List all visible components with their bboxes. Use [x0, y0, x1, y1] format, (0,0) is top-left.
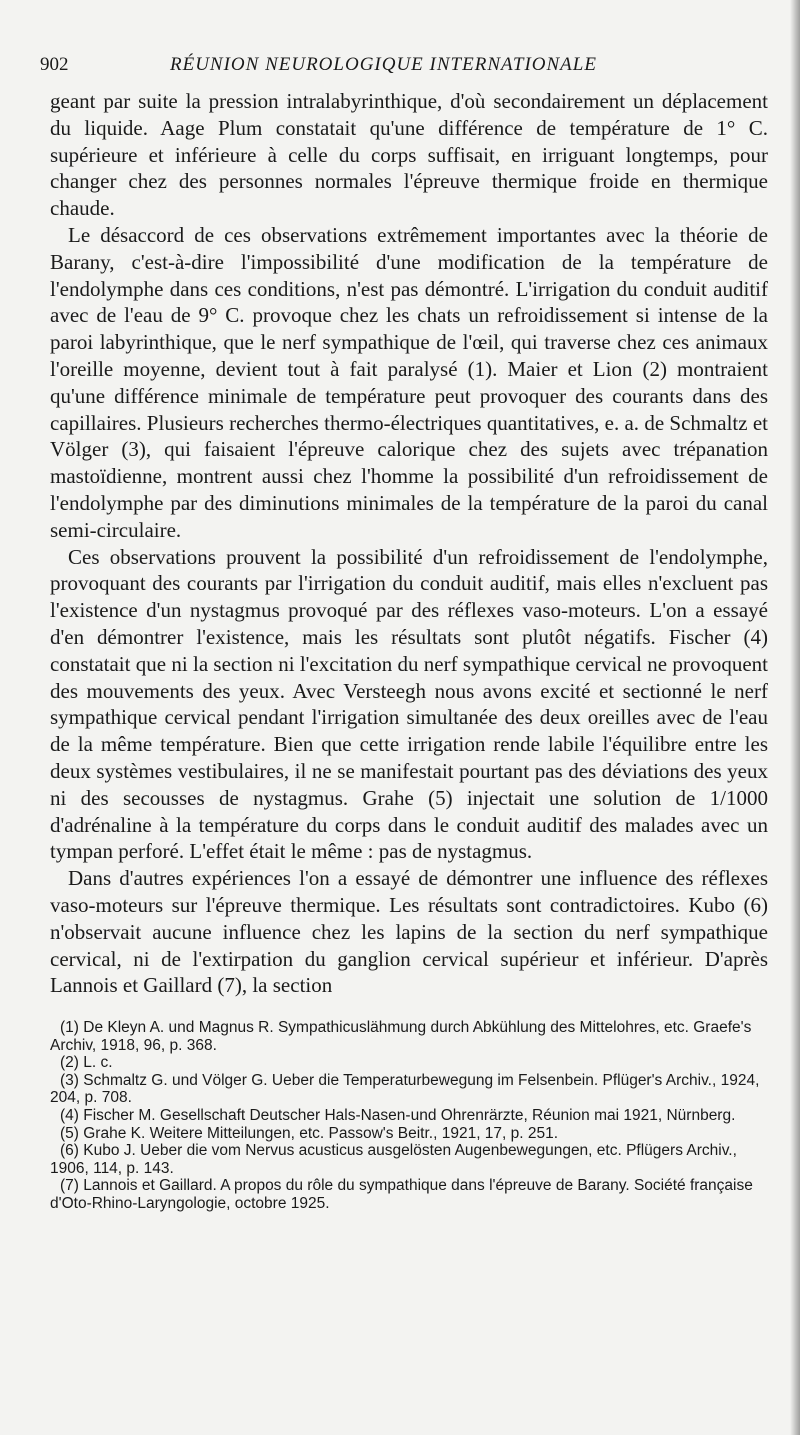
paragraph: Le désaccord de ces observations extrêmement importantes avec la théorie de Barany, c'est-à-dire l'impossibilité d'une modification de la température de l'endolymphe dans ces conditions, n'est pas démontré. L'irrigation du conduit auditif avec de l'eau de 9° C. provoque chez les chats un refroidissement si intense de la paroi labyrinthique, que le nerf sympathique de l'œil, qui traverse chez ces animaux l'oreille moyenne, devient tout à fait paralysé (1). Maier et Lion (2) montraient qu'une différence minimale de température peut provoquer des courants dans des capillaires. Plusieurs recherches thermo-électriques quantitatives, e. a. de Schmaltz et Völger (3), qui faisaient l'épreuve calorique chez des sujets avec trépanation mastoïdienne, montrent aussi chez l'homme la possibilité d'un refroidissement de l'endolymphe par des diminutions minimales de la température de la paroi du canal semi-circulaire. — [50, 222, 768, 542]
footnote: (5) Grahe K. Weitere Mitteilungen, etc. Passow's Beitr., 1921, 17, p. 251. — [60, 1124, 559, 1142]
footnotes — [50, 1019, 768, 1213]
page-edge-shadow — [790, 0, 800, 1435]
running-title: RÉUNION NEUROLOGIQUE INTERNATIONALE — [170, 54, 597, 75]
running-head — [40, 54, 768, 88]
footnote: (7) Lannois et Gaillard. A propos du rôle du sympathique dans l'épreuve de Barany. Société française d'Oto-Rhino-Laryngologie, octobre 1925. — [50, 1177, 753, 1213]
footnote: (6) Kubo J. Ueber die vom Nervus acusticus ausgelösten Augenbewegungen, etc. Pflügers Archiv., 1906, 114, p. 143. — [50, 1142, 737, 1177]
footnote: (4) Fischer M. Gesellschaft Deutscher Hals-Nasen-und Ohrenrärzte, Réunion mai 1921, Nürnberg. — [60, 1107, 736, 1125]
paragraph: Ces observations prouvent la possibilité d'un refroidissement de l'endolymphe, provoquant des courants par l'irrigation du conduit auditif, mais elles n'excluent pas l'existence d'un nystagmus provoqué par des réflexes vaso-moteurs. L'on a essayé d'en démontrer l'existence, mais les résultats sont plutôt négatifs. Fischer (4) constatait que ni la section ni l'excitation du nerf sympathique cervical ne provoquent des mouvements des yeux. Avec Versteegh nous avons excité et sectionné le nerf sympathique cervical pendant l'irrigation simultanée des deux oreilles avec de l'eau de la même température. Bien que cette irrigation rende labile l'équilibre entre les deux systèmes vestibulaires, il ne se manifestait pourtant pas des déviations des yeux ni des secousses de nystagmus. Grahe (5) injectait une solution de 1/1000 d'adrénaline à la température du corps dans le conduit auditif des malades avec un tympan perforé. L'effet était le même : pas de nystagmus. — [50, 544, 768, 864]
footnote: (3) Schmaltz G. und Völger G. Ueber die Temperaturbewegung im Felsenbein. Pflüger's Archiv., 1924, 204, p. 708. — [50, 1071, 760, 1107]
footnote: (1) De Kleyn A. und Magnus R. Sympathicuslähmung durch Abkühlung des Mittelohres, etc. Graefe's Archiv, 1918, 96, p. 368. — [50, 1019, 752, 1054]
paragraph: Dans d'autres expériences l'on a essayé de démontrer une influence des réflexes vaso-moteurs sur l'épreuve thermique. Les résultats sont contradictoires. Kubo (6) n'observait aucune influence chez les lapins de la section du nerf sympathique cervical, ni de l'extirpation du ganglion cervical supérieur et inférieur. D'après Lannois et Gaillard (7), la section — [50, 866, 768, 998]
page — [40, 54, 768, 1213]
page-number: 902 — [40, 54, 69, 75]
footnote: (2) L. c. — [60, 1054, 113, 1072]
body-text — [50, 88, 768, 999]
paragraph: geant par suite la pression intralabyrinthique, d'où secondairement un déplacement du liquide. Aage Plum constatait qu'une différence de température de 1° C. supérieure et inférieure à celle du corps suffisait, en irriguant longtemps, pour changer chez des personnes normales l'épreuve thermique froide en thermique chaude. — [50, 89, 768, 221]
